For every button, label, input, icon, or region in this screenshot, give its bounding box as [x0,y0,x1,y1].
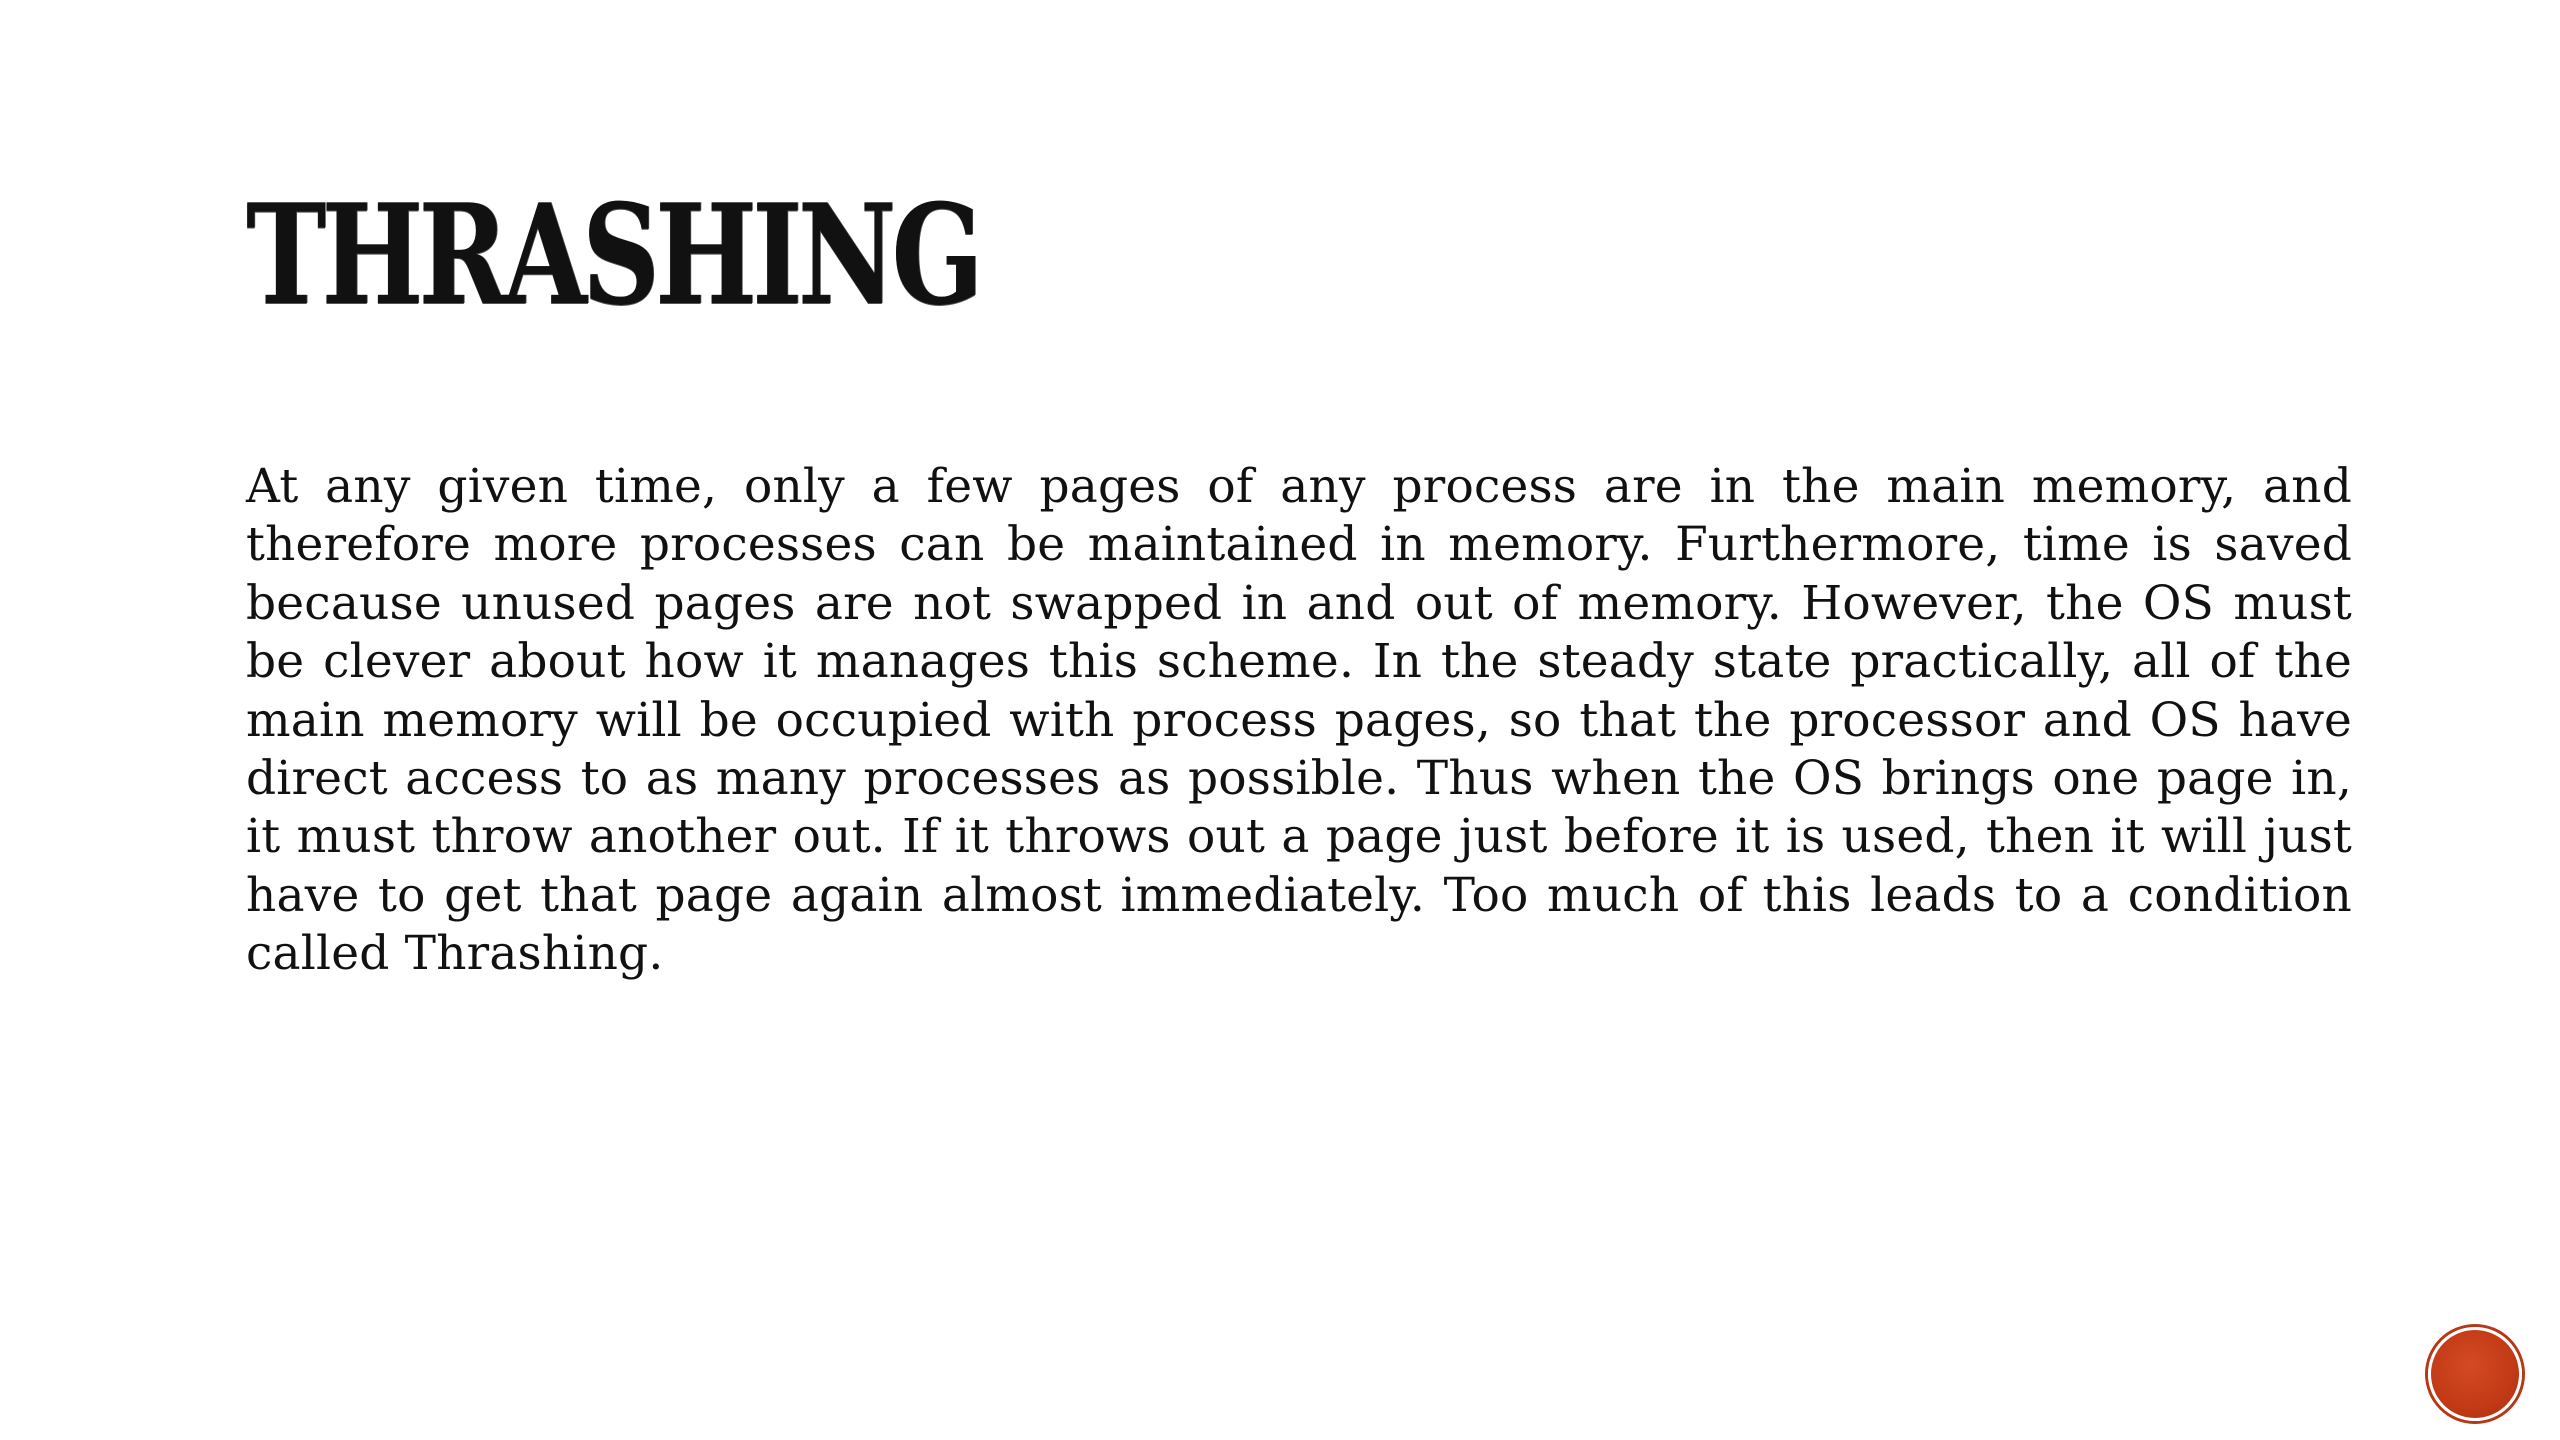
slide-title: THRASHING [246,173,979,336]
slide-body-text: At any given time, only a few pages of any process are in the main memory, and therefore more processes can be maintained in memory. Furthermore, time is saved because unused pages are not swapped in and out of memory. However, the OS must be clever about how it manages this scheme. In the steady state practically, all of the main memory will be occupied with process pages, so that the processor and OS have direct access to as many processes as possible. Thus when the OS brings one page in, it must throw another out. If it throws out a page just before it is used, then it will just have to get that page again almost immediately. Too much of this leads to a condition called Thrashing. [246,459,2352,982]
slide-number-badge [2428,1327,2522,1421]
